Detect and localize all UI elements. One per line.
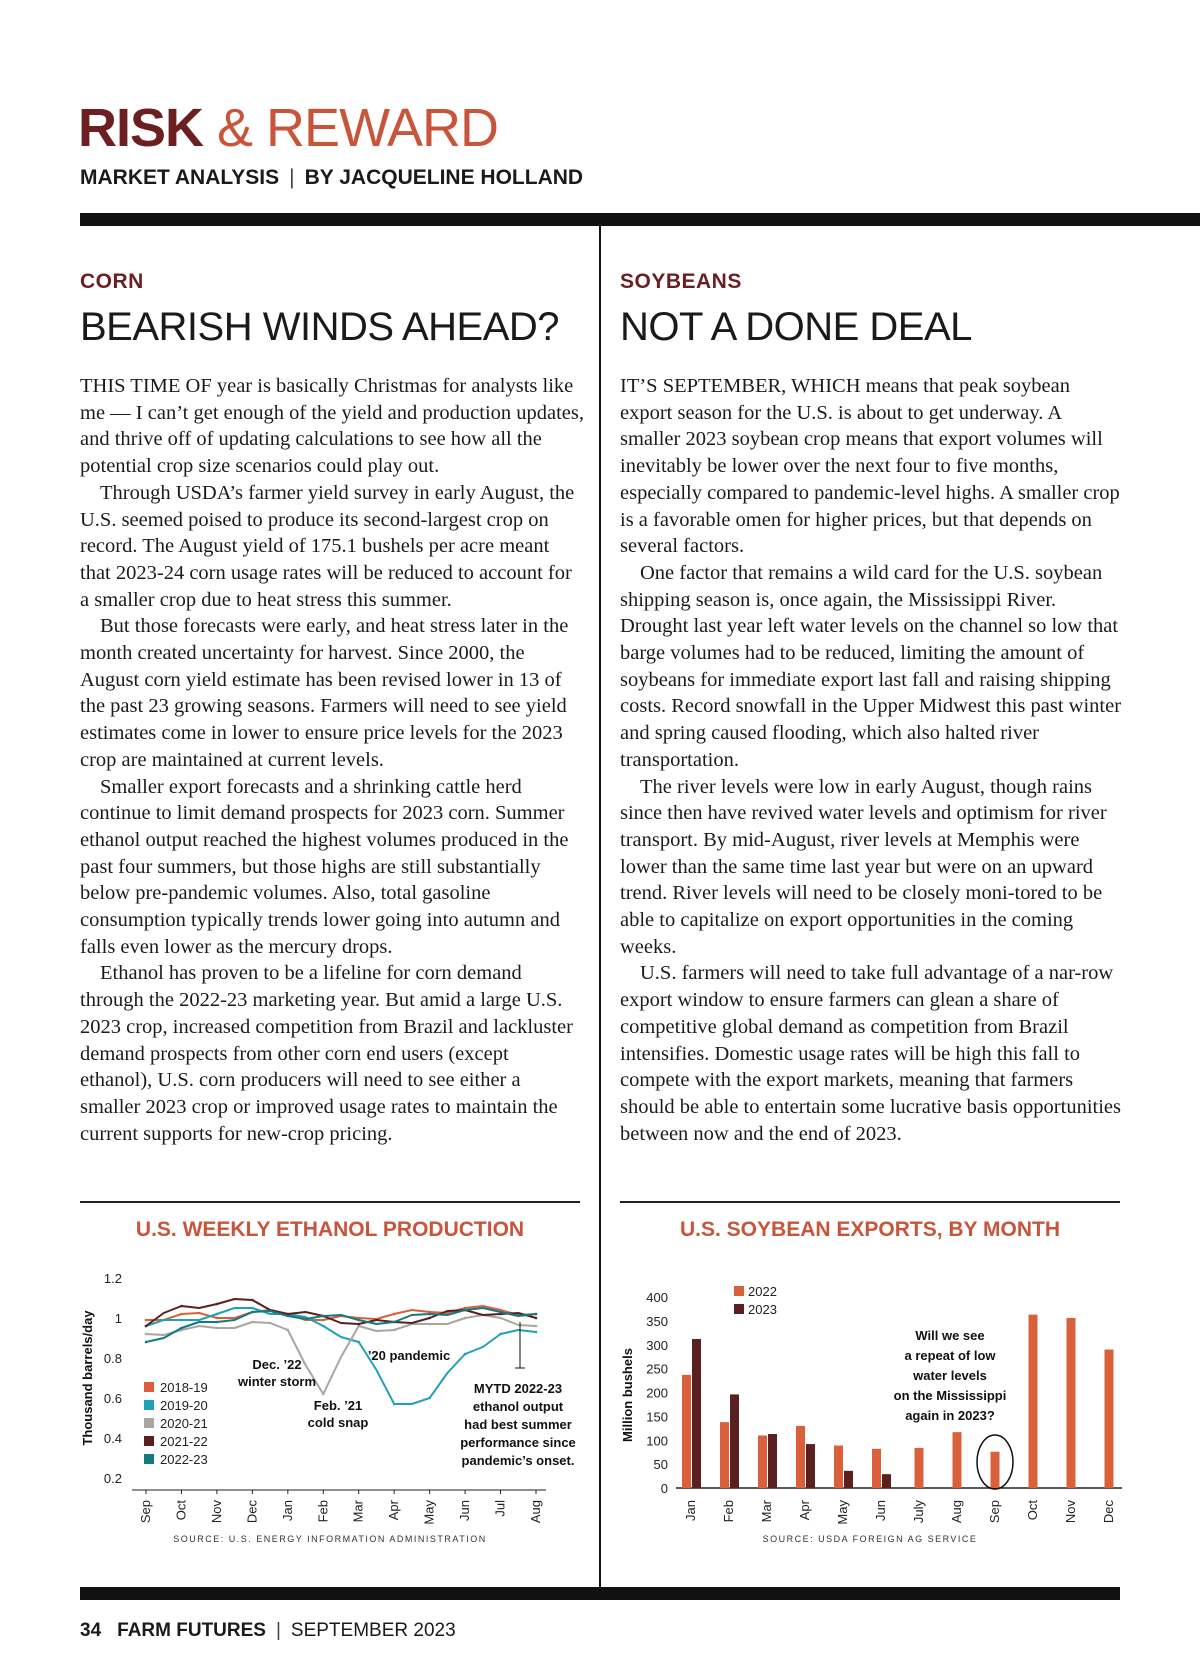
column-divider	[599, 226, 601, 1588]
bar-2022	[1067, 1318, 1076, 1488]
y-tick-label: 300	[646, 1337, 668, 1353]
annotation-mississippi-line2: a repeat of low	[904, 1348, 996, 1363]
x-tick-label: Oct	[173, 1500, 189, 1521]
y-tick-label: 0.8	[103, 1351, 122, 1366]
annotation-feb21-line2: cold snap	[307, 1415, 369, 1430]
x-tick-label: Nov	[208, 1500, 224, 1524]
legend-label: 2019-20	[160, 1398, 208, 1413]
soybeans-paragraph: The river levels were low in early August, though rains since then have revived water levels and optimism for river transport. By mid-August, river levels at Memphis were lower than the same time last year but were on an upward trend. River levels will need to be closely moni-tored to be able to capitalize on export opportunities in the coming weeks.	[620, 775, 1107, 958]
data-point-2022-23	[499, 1311, 502, 1314]
page-number: 34	[80, 1620, 102, 1641]
data-point-2022-23	[535, 1313, 538, 1316]
y-tick-label: 1	[114, 1311, 122, 1326]
corn-article	[80, 373, 585, 1147]
x-tick-label: July	[911, 1500, 926, 1524]
byline: BY JACQUELINE HOLLAND	[304, 166, 584, 189]
divider: |	[289, 166, 295, 189]
y-tick-label: 0.6	[103, 1391, 122, 1406]
x-tick-label: Apr	[386, 1500, 402, 1521]
annotation-dec22-line2: winter storm	[237, 1374, 317, 1389]
data-point-2019-20	[428, 1397, 431, 1400]
annotation-mytd-line3: had best summer	[464, 1417, 572, 1432]
bar-2022	[758, 1435, 767, 1488]
y-tick-label: 250	[646, 1361, 668, 1377]
bar-2023	[844, 1471, 853, 1488]
y-tick-label: 50	[653, 1457, 668, 1473]
y-tick-label: 350	[646, 1313, 668, 1329]
bar-2022	[834, 1446, 843, 1488]
soybean-chart-title: U.S. SOYBEAN EXPORTS, BY MONTH	[680, 1218, 1060, 1241]
y-tick-label: 200	[646, 1385, 668, 1401]
data-point-2021-22	[357, 1323, 360, 1326]
data-point-2020-21	[428, 1323, 431, 1326]
x-tick-label: Sep	[138, 1500, 153, 1524]
corn-paragraph: THIS TIME OF year is basically Christmas for analysts like me — I can’t get enough of the yield and production updates, and thrive off of updating calculations to see how all the potential crop size scenarios could play out.	[80, 375, 585, 478]
data-point-2019-20	[499, 1333, 502, 1336]
data-point-2020-21	[322, 1393, 325, 1396]
data-point-2019-20	[464, 1353, 467, 1356]
bar-2022	[872, 1449, 881, 1488]
data-point-2022-23	[322, 1315, 325, 1318]
legend-swatch	[144, 1454, 154, 1464]
x-tick-label: Dec	[244, 1500, 260, 1524]
x-tick-label: Sep	[987, 1500, 1002, 1524]
x-tick-label: Jul	[492, 1500, 508, 1517]
bar-2022	[1029, 1315, 1038, 1488]
x-tick-label: Nov	[1063, 1500, 1078, 1524]
data-point-2020-21	[251, 1321, 254, 1324]
data-point-2018-19	[145, 1319, 148, 1322]
masthead-subtitle	[80, 166, 583, 190]
x-tick-label: Jan	[683, 1500, 698, 1521]
data-point-2019-20	[322, 1325, 325, 1328]
bar-2022	[682, 1375, 691, 1488]
legend-label: 2022-23	[160, 1452, 208, 1467]
issue-date: SEPTEMBER 2023	[290, 1620, 456, 1641]
data-point-2022-23	[464, 1309, 467, 1312]
data-point-2021-22	[216, 1303, 219, 1306]
annotation-mississippi-line4: on the Mississippi	[893, 1388, 1007, 1403]
x-tick-label: Aug	[528, 1500, 543, 1524]
data-point-2020-21	[216, 1327, 219, 1330]
masthead-title-rest: & REWARD	[217, 98, 499, 158]
top-rule	[80, 213, 1200, 226]
annotation-mississippi-line1: Will we see	[915, 1328, 985, 1343]
x-tick-label: Mar	[350, 1500, 366, 1523]
section-label: MARKET ANALYSIS	[80, 166, 280, 189]
data-point-2020-21	[535, 1325, 538, 1328]
data-point-2021-22	[428, 1317, 431, 1320]
annotation-mytd-line5: pandemic’s onset.	[461, 1453, 575, 1468]
x-tick-label: Jan	[279, 1500, 295, 1521]
data-point-2021-22	[180, 1305, 183, 1308]
y-tick-label: 0	[660, 1481, 668, 1496]
x-tick-label: Feb	[315, 1500, 331, 1523]
bar-2022	[1105, 1350, 1114, 1488]
soybeans-paragraph: One factor that remains a wild card for the U.S. soybean shipping season is, once again, the Mississippi River. Drought last year left water levels on the channel so low that barge volumes had to be reduced, limiting the amount of soybeans for immediate export last fall and raising shipping costs. Record snowfall in the Upper Midwest this past winter and spring caused flooding, which also halted river transportation.	[620, 561, 1122, 771]
ethanol-chart-rule	[80, 1201, 580, 1203]
legend-label: 2022	[748, 1284, 777, 1299]
data-point-2018-19	[393, 1313, 396, 1316]
soybeans-kicker: SOYBEANS	[620, 270, 742, 293]
y-axis-label: Thousand barrels/day	[80, 1310, 95, 1446]
corn-paragraph: Ethanol has proven to be a lifeline for corn demand through the 2022-23 marketing year. But amid a large U.S. 2023 crop, increased competition from Brazil and lackluster demand prospects from other corn end users (except ethanol), U.S. corn producers will need to see either a smaller 2023 crop or improved usage rates to maintain the current supports for new-crop pricing.	[80, 962, 573, 1145]
legend-swatch	[144, 1400, 154, 1410]
divider: |	[275, 1620, 281, 1641]
corn-paragraph: Through USDA’s farmer yield survey in early August, the U.S. seemed poised to produce its second-largest crop on record. The August yield of 175.1 bushels per acre meant that 2023-24 corn usage rates will be reduced to account for a smaller crop due to heat stress this summer.	[80, 481, 575, 611]
x-tick-label: Mar	[759, 1500, 774, 1523]
data-point-2019-20	[535, 1331, 538, 1334]
data-point-2022-23	[145, 1341, 148, 1344]
corn-paragraph: Smaller export forecasts and a shrinking cattle herd continue to limit demand prospects for 2023 corn. Summer ethanol output reached the highest volumes produced in the past four summers, but those highs are still substantially below pre-pandemic volumes. Also, total gasoline consumption typically trends lower going into autumn and falls even lower as the mercury drops.	[80, 775, 569, 958]
bar-2023	[806, 1444, 815, 1488]
y-axis-label: Million bushels	[620, 1348, 635, 1442]
x-tick-label: Oct	[1025, 1500, 1040, 1521]
annotation-dec22-line1: Dec. ’22	[252, 1357, 302, 1372]
y-tick-label: 150	[646, 1409, 668, 1425]
data-point-2022-23	[393, 1321, 396, 1324]
y-tick-label: 0.4	[103, 1431, 122, 1446]
masthead-title-bold: RISK	[78, 98, 204, 158]
annotation-mytd-line2: ethanol output	[472, 1399, 564, 1414]
data-point-2020-21	[499, 1317, 502, 1320]
bar-2023	[768, 1434, 777, 1488]
data-point-2019-20	[393, 1403, 396, 1406]
data-point-2021-22	[145, 1325, 148, 1328]
x-tick-label: Jun	[457, 1500, 473, 1521]
soybeans-headline: NOT A DONE DEAL	[620, 305, 972, 349]
annotation-mississippi-line5: again in 2023?	[905, 1408, 995, 1423]
legend-swatch	[734, 1304, 744, 1314]
bottom-rule	[80, 1587, 1120, 1600]
data-point-2021-22	[535, 1317, 538, 1320]
annotation-pandemic: ’20 pandemic	[367, 1348, 451, 1363]
ethanol-chart-source: SOURCE: U.S. ENERGY INFORMATION ADMINISTRATION	[173, 1534, 487, 1544]
legend-label: 2023	[748, 1302, 777, 1317]
ethanol-chart	[78, 1250, 588, 1550]
data-point-2022-23	[357, 1319, 360, 1322]
bar-2022	[720, 1422, 729, 1488]
soybeans-article	[620, 373, 1125, 1147]
bar-2022	[915, 1448, 924, 1488]
annotation-feb21-line1: Feb. ’21	[313, 1398, 363, 1413]
data-point-2019-20	[216, 1313, 219, 1316]
data-point-2022-23	[251, 1311, 254, 1314]
data-point-2020-21	[464, 1317, 467, 1320]
bar-2023	[730, 1394, 739, 1488]
magazine-name: FARM FUTURES	[117, 1620, 266, 1641]
legend-swatch	[144, 1382, 154, 1392]
legend-label: 2020-21	[160, 1416, 208, 1431]
x-tick-label: May	[835, 1500, 850, 1525]
bar-2023	[692, 1339, 701, 1488]
corn-paragraph: But those forecasts were early, and heat stress later in the month created uncertainty for harvest. Since 2000, the August corn yield estimate has been revised lower in 13 of the past 23 growing seasons. Farmers will need to see yield estimates come in lower to ensure price levels for the 2023 crop are maintained at current levels.	[80, 615, 569, 771]
annotation-mytd-line1: MYTD 2022-23	[473, 1381, 563, 1396]
legend-swatch	[144, 1436, 154, 1446]
data-point-2019-20	[180, 1319, 183, 1322]
soybean-chart-source: SOURCE: USDA FOREIGN AG SERVICE	[762, 1534, 978, 1544]
x-tick-label: May	[421, 1500, 437, 1525]
page-footer	[80, 1620, 456, 1642]
data-point-2018-19	[322, 1319, 325, 1322]
y-tick-label: 0.2	[103, 1471, 122, 1486]
data-point-2019-20	[251, 1307, 254, 1310]
y-tick-label: 1.2	[103, 1271, 122, 1286]
legend-swatch	[144, 1418, 154, 1428]
legend-label: 2021-22	[160, 1434, 208, 1449]
data-point-2019-20	[357, 1341, 360, 1344]
annotation-mytd-line4: performance since	[460, 1435, 576, 1450]
legend-swatch	[734, 1286, 744, 1296]
y-tick-label: 400	[646, 1290, 668, 1305]
soybeans-paragraph: U.S. farmers will need to take full advantage of a nar-row export window to ensure farmers can glean a share of competitive global demand as competition from Brazil intensifies. Domestic usage rates will be high this fall to compete with the export markets, meaning that farmers should be able to entertain some lucrative basis opportunities between now and the end of 2023.	[620, 962, 1121, 1145]
soybean-chart	[618, 1250, 1128, 1550]
bar-2022	[991, 1452, 1000, 1488]
corn-kicker: CORN	[80, 270, 144, 293]
bar-2022	[953, 1432, 962, 1488]
data-point-2020-21	[393, 1329, 396, 1332]
x-tick-label: Dec	[1101, 1500, 1116, 1524]
data-point-2018-19	[216, 1317, 219, 1320]
data-point-2020-21	[145, 1333, 148, 1336]
soybean-chart-rule	[620, 1201, 1120, 1203]
data-point-2022-23	[180, 1327, 183, 1330]
data-point-2022-23	[428, 1313, 431, 1316]
corn-headline: BEARISH WINDS AHEAD?	[80, 305, 560, 349]
annotation-mississippi-line3: water levels	[913, 1368, 987, 1383]
data-point-2020-21	[287, 1329, 290, 1332]
x-tick-label: Jun	[873, 1500, 888, 1521]
soybeans-paragraph: IT’S SEPTEMBER, WHICH means that peak soybean export season for the U.S. is about to get underway. A smaller 2023 soybean crop means that export volumes will inevitably be lower over the next four to five months, especially compared to pandemic-level highs. A smaller crop is a favorable omen for higher prices, but that depends on several factors.	[620, 375, 1120, 558]
bar-2022	[796, 1426, 805, 1488]
x-tick-label: Apr	[797, 1500, 812, 1521]
bar-2023	[882, 1474, 891, 1488]
data-point-2022-23	[287, 1315, 290, 1318]
data-point-2021-22	[251, 1299, 254, 1302]
data-point-2018-19	[180, 1313, 183, 1316]
y-tick-label: 100	[646, 1433, 668, 1449]
ethanol-chart-title: U.S. WEEKLY ETHANOL PRODUCTION	[135, 1218, 525, 1241]
x-tick-label: Feb	[721, 1500, 736, 1523]
x-tick-label: Aug	[949, 1500, 964, 1524]
legend-label: 2018-19	[160, 1380, 208, 1395]
data-point-2022-23	[216, 1321, 219, 1324]
masthead-title	[78, 96, 498, 160]
